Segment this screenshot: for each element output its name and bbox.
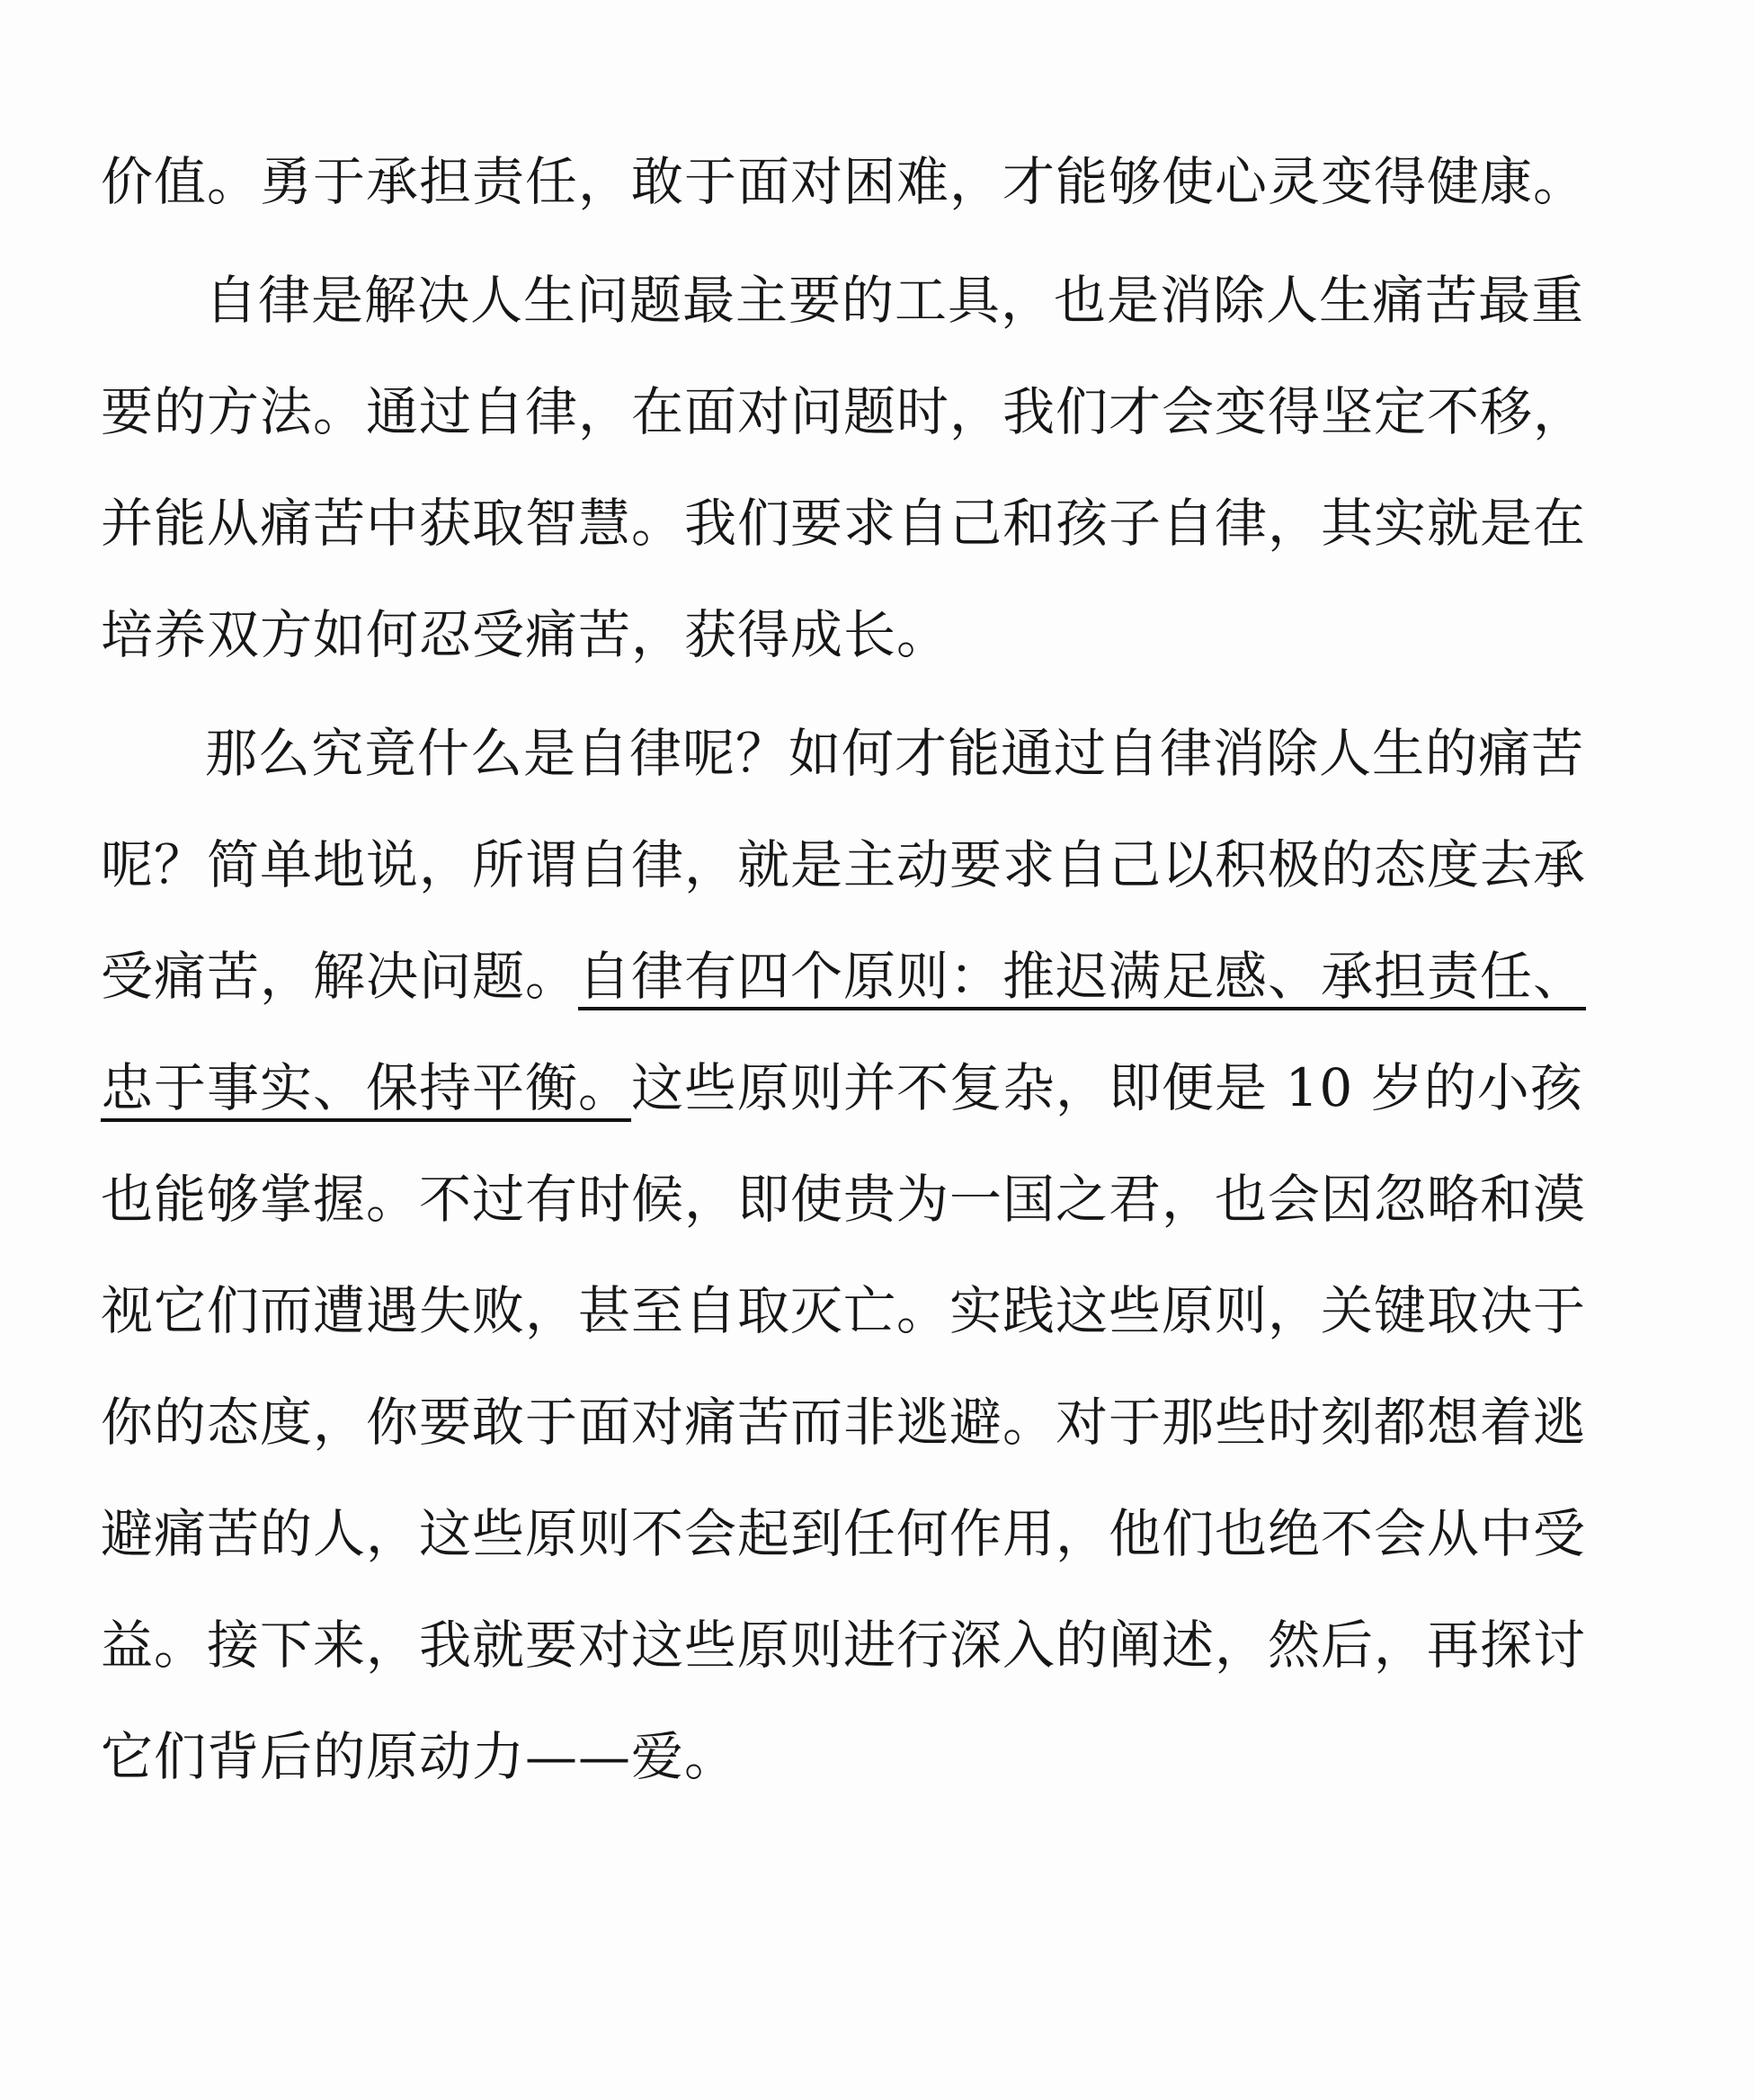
text-line: 益。接下来，我就要对这些原则进行深入的阐述，然后，再探讨 xyxy=(101,1615,1587,1676)
text-segment: 受痛苦，解决问题。 xyxy=(101,946,579,1007)
text-line xyxy=(101,1032,1656,1143)
text-line: 它们背后的原动力——爱。 xyxy=(101,1726,738,1787)
underlined-principles: 自律有四个原则：推迟满足感、承担责任、 xyxy=(578,946,1587,1007)
text-line: 价值。勇于承担责任，敢于面对困难，才能够使心灵变得健康。 xyxy=(101,151,1587,212)
text-line: 自律是解决人生问题最主要的工具，也是消除人生痛苦最重 xyxy=(205,270,1585,331)
text-line: 你的态度，你要敢于面对痛苦而非逃避。对于那些时刻都想着逃 xyxy=(101,1392,1587,1453)
body-text xyxy=(101,126,1656,1812)
text-line: 呢？简单地说，所谓自律，就是主动要求自己以积极的态度去承 xyxy=(101,834,1587,895)
text-line: 那么究竟什么是自律呢？如何才能通过自律消除人生的痛苦 xyxy=(205,723,1585,784)
text-line: 并能从痛苦中获取智慧。我们要求自己和孩子自律，其实就是在 xyxy=(101,493,1587,554)
underlined-principles: 忠于事实、保持平衡。 xyxy=(101,1057,632,1118)
text-line: 避痛苦的人，这些原则不会起到任何作用，他们也绝不会从中受 xyxy=(101,1503,1587,1564)
text-line: 也能够掌握。不过有时候，即使贵为一国之君，也会因忽略和漠 xyxy=(101,1169,1587,1230)
paragraph-gap xyxy=(101,690,1656,698)
text-line xyxy=(101,921,1656,1032)
text-segment: 这些原则并不复杂，即便是 10 岁的小孩 xyxy=(631,1057,1583,1118)
text-line: 视它们而遭遇失败，甚至自取灭亡。实践这些原则，关键取决于 xyxy=(101,1280,1587,1341)
text-line: 培养双方如何忍受痛苦，获得成长。 xyxy=(101,604,950,665)
text-line: 要的方法。通过自律，在面对问题时，我们才会变得坚定不移， xyxy=(101,381,1587,442)
paragraph-gap xyxy=(101,237,1656,245)
